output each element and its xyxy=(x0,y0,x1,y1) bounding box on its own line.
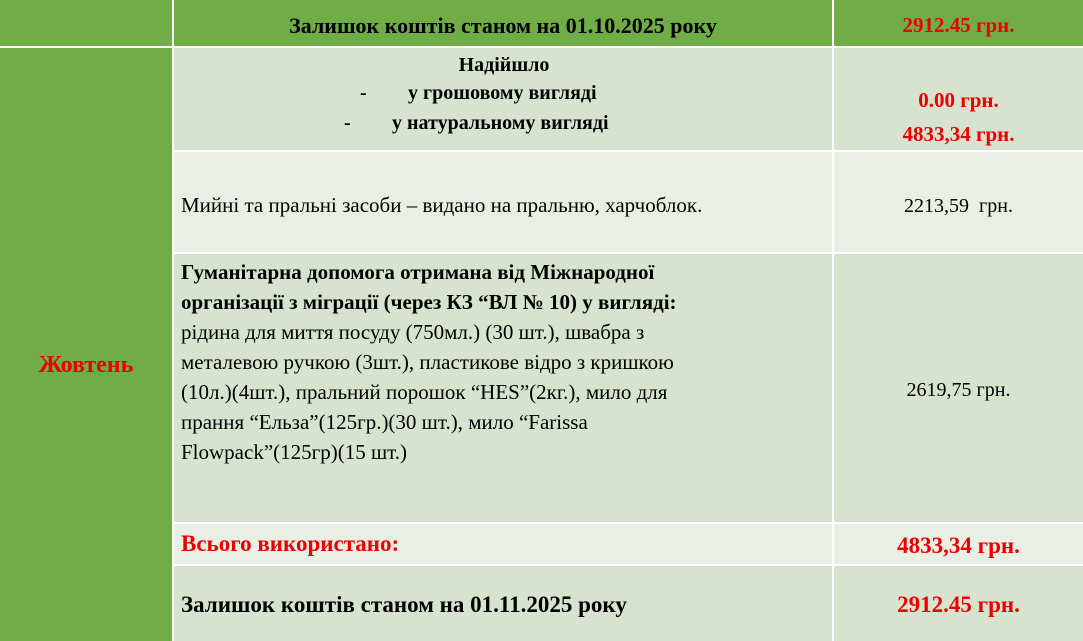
opening-balance-text: Залишок коштів станом на 01.10.2025 року xyxy=(289,13,717,38)
total-used-amount: 4833,34 грн. xyxy=(897,533,1020,558)
detergents-amount: 2213,59 грн. xyxy=(904,195,1013,217)
aid-amount-cell xyxy=(834,254,1083,522)
kind-dash: - xyxy=(344,112,351,134)
total-used-label: Всього використано: xyxy=(181,531,400,556)
aid-line: рідина для миття посуду (750мл.) (30 шт.), швабра з xyxy=(181,320,645,344)
month-label: Жовтень xyxy=(38,352,134,378)
aid-line: прання “Ельза”(125гр.)(30 шт.), мило “Farissa xyxy=(181,410,588,434)
month-cell xyxy=(0,48,172,641)
closing-balance-amount: 2912.45 грн. xyxy=(897,592,1020,617)
detergents-cell xyxy=(174,152,832,252)
detergents-amount-cell xyxy=(834,152,1083,252)
received-amount-cell xyxy=(834,48,1083,150)
detergents-text: Мийні та пральні засоби – видано на пральню, харчоблок. xyxy=(181,193,703,217)
aid-title-line-2: організації з міграції (через КЗ “ВЛ № 10) у вигляді: xyxy=(181,290,677,314)
kind-label: у натуральному вигляді xyxy=(392,112,609,134)
aid-amount: 2619,75 грн. xyxy=(906,379,1011,401)
received-cell xyxy=(174,48,832,150)
total-used-amount-cell xyxy=(834,524,1083,564)
aid-line: металевою ручкою (3шт.), пластикове відро з кришкою xyxy=(181,350,674,374)
kind-amount: 4833,34 грн. xyxy=(902,122,1015,146)
cash-label: у грошовому вигляді xyxy=(408,82,597,104)
aid-line: (10л.)(4шт.), пральний порошок “HES”(2кг.), мило для xyxy=(181,380,668,404)
opening-balance-amount xyxy=(834,0,1083,46)
aid-line: Flowpack”(125гр)(15 шт.) xyxy=(181,440,407,464)
aid-cell xyxy=(174,254,832,522)
total-used-cell xyxy=(174,524,832,564)
cash-dash: - xyxy=(360,82,367,104)
opening-balance-label xyxy=(174,0,832,46)
closing-balance-label: Залишок коштів станом на 01.11.2025 року xyxy=(181,592,627,617)
cash-amount: 0.00 грн. xyxy=(918,88,999,112)
closing-balance-cell xyxy=(174,566,832,641)
closing-balance-amount-cell xyxy=(834,566,1083,641)
received-title: Надійшло xyxy=(458,54,550,76)
opening-balance-amount-text: 2912.45 грн. xyxy=(902,13,1015,37)
aid-title-line-1: Гуманітарна допомога отримана від Міжнародної xyxy=(181,260,655,284)
header-left-cell xyxy=(0,0,172,46)
